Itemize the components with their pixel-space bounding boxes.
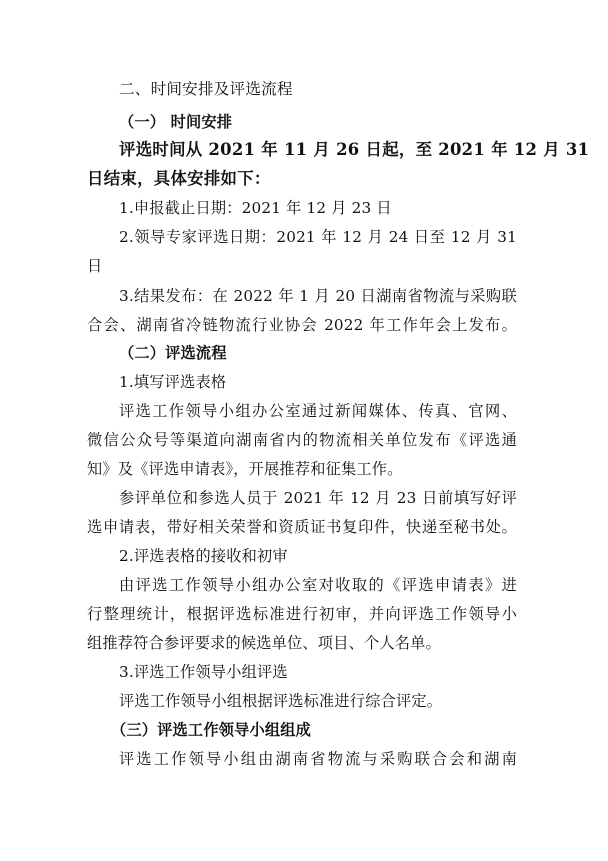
process-step-2-title: 2.评选表格的接收和初审 [119,547,288,565]
schedule-item-2-line-2: 日 [87,257,103,275]
paragraph-5-line-1: 评选工作领导小组由湖南省物流与采购联合会和湖南 [119,750,517,768]
paragraph-2-line-2: 选申请表，带好相关荣誉和资质证书复印件，快递至秘书处。 [87,518,517,536]
subsection-heading-time-arrangement: （一） 时间安排 [119,113,233,131]
section-heading: 二、时间安排及评选流程 [119,80,293,98]
paragraph-1-line-2: 微信公众号等渠道向湖南省内的物流相关单位发布《评选通 [87,431,517,449]
paragraph-1-line-3: 知》及《评选申请表》，开展推荐和征集工作。 [87,460,403,478]
paragraph-2-line-1: 参评单位和参选人员于 2021 年 12 月 23 日前填写好评 [119,489,517,507]
subsection-heading-committee: （三）评选工作领导小组组成 [111,721,312,739]
schedule-item-3-line-1: 3.结果发布：在 2022 年 1 月 20 日湖南省物流与采购联 [119,287,517,305]
process-step-1-title: 1.填写评选表格 [119,373,227,391]
schedule-item-2-line-1: 2.领导专家评选日期：2021 年 12 月 24 日至 12 月 31 [119,228,517,246]
paragraph-3-line-1: 由评选工作领导小组办公室对收取的《评选申请表》进 [119,576,517,594]
intro-paragraph-line-1: 评选时间从 2021 年 11 月 26 日起，至 2021 年 12 月 31 [119,140,590,159]
paragraph-4-line-1: 评选工作领导小组根据评选标准进行综合评定。 [119,692,443,710]
schedule-item-1: 1.申报截止日期：2021 年 12 月 23 日 [119,199,392,217]
paragraph-1-line-1: 评选工作领导小组办公室通过新闻媒体、传真、官网、 [119,402,517,420]
process-step-3-title: 3.评选工作领导小组评选 [119,663,288,681]
paragraph-3-line-2: 行整理统计，根据评选标准进行初审，并向评选工作领导小 [87,605,517,623]
schedule-item-3-line-2: 合会、湖南省冷链物流行业协会 2022 年工作年会上发布。 [87,316,517,334]
intro-paragraph-line-2: 日结束，具体安排如下： [87,169,271,188]
subsection-heading-process: （二）评选流程 [119,344,227,362]
paragraph-3-line-3: 组推荐符合参评要求的候选单位、项目、个人名单。 [87,634,441,652]
